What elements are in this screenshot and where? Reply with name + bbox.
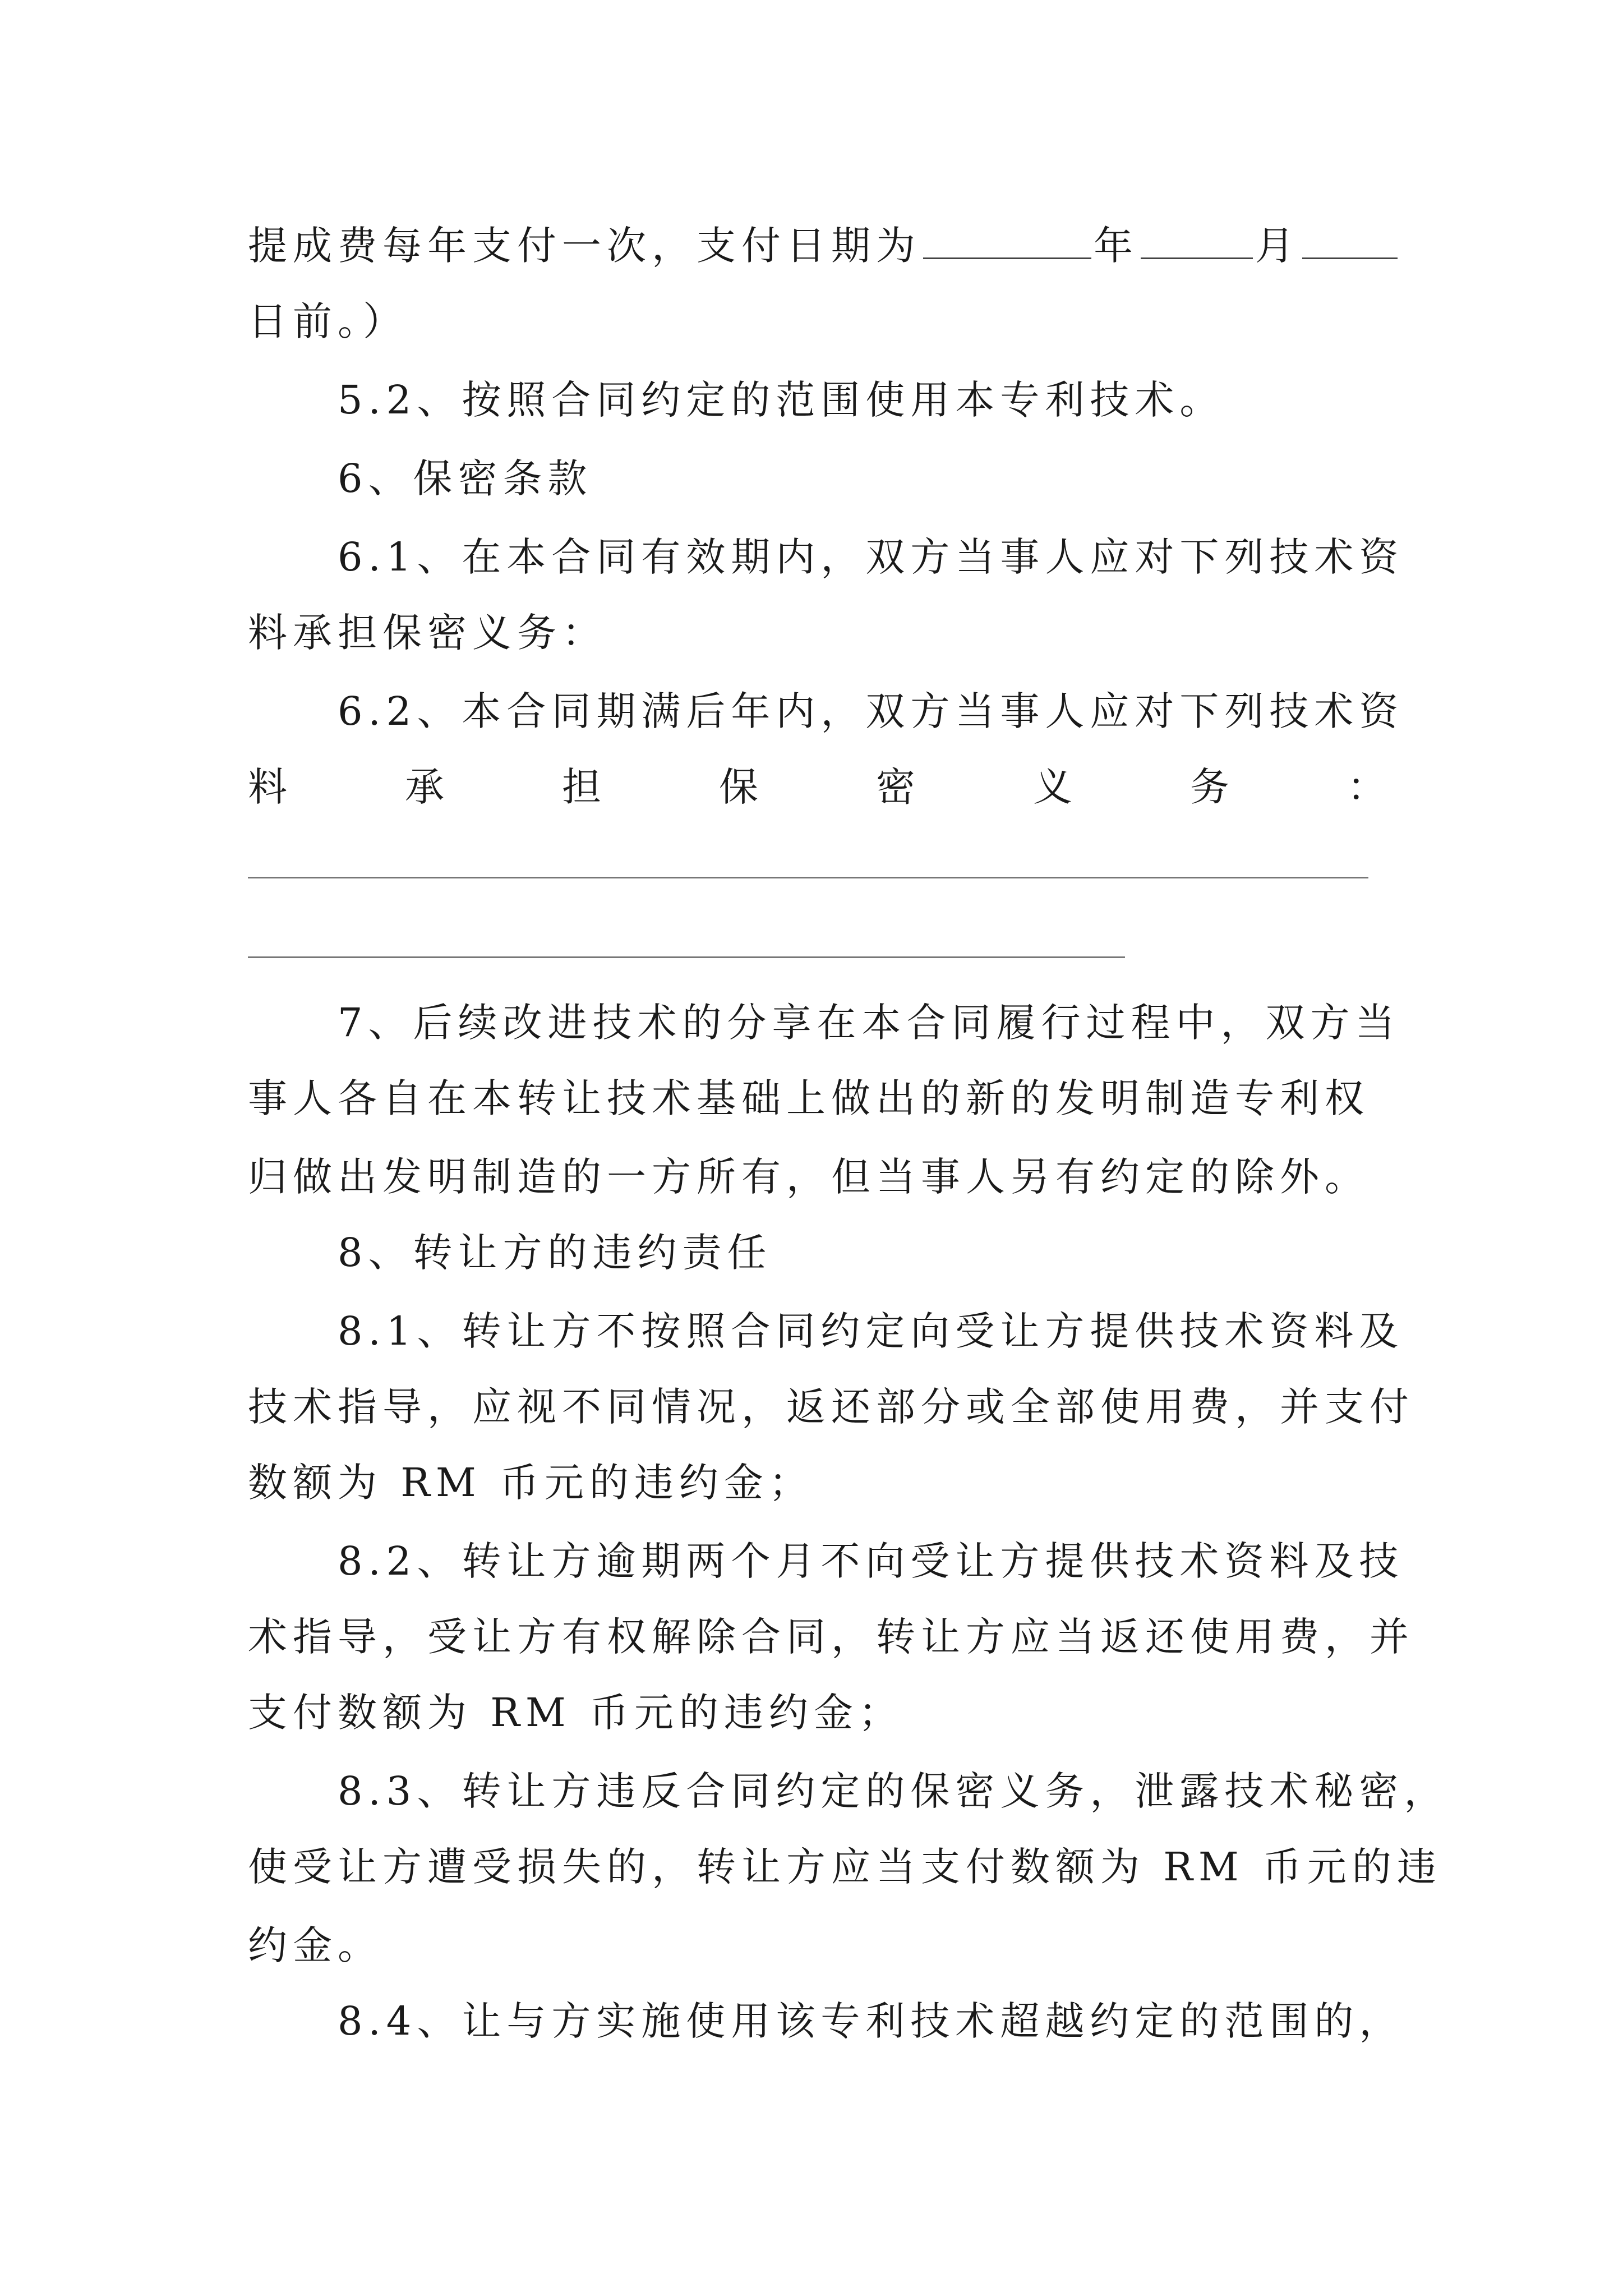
- text-line: 事人各自在本转让技术基础上做出的新的发明制造专利权: [248, 1075, 1370, 1121]
- text-line: 技术指导，应视不同情况，返还部分或全部使用费，并支付: [248, 1384, 1414, 1430]
- spread-char: 密: [876, 764, 915, 810]
- text-line: 归做出发明制造的一方所有，但当事人另有约定的除外。: [248, 1154, 1370, 1200]
- text-line: 8.2、转让方逾期两个月不向受让方提供技术资料及技: [338, 1538, 1404, 1584]
- section-heading: 8、转让方的违约责任: [338, 1230, 772, 1276]
- text-line: [248, 219, 1386, 273]
- blank-month: [1141, 223, 1253, 259]
- text-line: 5.2、按照合同约定的范围使用本专利技术。: [338, 377, 1225, 423]
- text-line: 支付数额为 RM 币元的违约金；: [248, 1690, 903, 1736]
- spread-char: 保: [719, 764, 758, 810]
- text-line: 日前。）: [248, 298, 408, 344]
- text-line: 6.1、在本合同有效期内，双方当事人应对下列技术资: [338, 534, 1404, 580]
- text-segment: 年: [1094, 223, 1138, 269]
- text-line: 约金。: [248, 1922, 382, 1968]
- text-segment: 提成费每年支付一次，支付日期为: [248, 223, 921, 269]
- spread-char: 料: [248, 764, 287, 810]
- spread-char: 担: [562, 764, 601, 810]
- text-line: 使受让方遭受损失的，转让方应当支付数额为 RM 币元的违: [248, 1844, 1442, 1890]
- fill-in-line: [248, 956, 1125, 958]
- justified-line: [248, 760, 1386, 814]
- spread-char: ：: [1347, 764, 1386, 810]
- text-line: 8.4、让与方实施使用该专利技术超越约定的范围的，: [338, 1998, 1404, 2044]
- spread-char: 务: [1190, 764, 1229, 810]
- spread-char: 承: [405, 764, 444, 810]
- section-heading: 6、保密条款: [338, 455, 593, 501]
- text-line: 数额为 RM 币元的违约金；: [248, 1460, 814, 1506]
- text-segment: 月: [1255, 223, 1300, 269]
- text-line: 料承担保密义务：: [248, 610, 607, 656]
- fill-in-line: [248, 877, 1368, 878]
- section-heading: 7、后续改进技术的分享在本合同履行过程中，双方当: [338, 1000, 1400, 1046]
- blank-year: [923, 223, 1091, 259]
- text-line: 8.1、转让方不按照合同约定向受让方提供技术资料及: [338, 1308, 1404, 1354]
- text-line: 术指导，受让方有权解除合同，转让方应当返还使用费，并: [248, 1614, 1414, 1660]
- spread-char: 义: [1033, 764, 1072, 810]
- text-line: 6.2、本合同期满后年内，双方当事人应对下列技术资: [338, 688, 1404, 734]
- text-line: 8.3、转让方违反合同约定的保密义务，泄露技术秘密，: [338, 1768, 1449, 1814]
- blank-day: [1302, 223, 1398, 259]
